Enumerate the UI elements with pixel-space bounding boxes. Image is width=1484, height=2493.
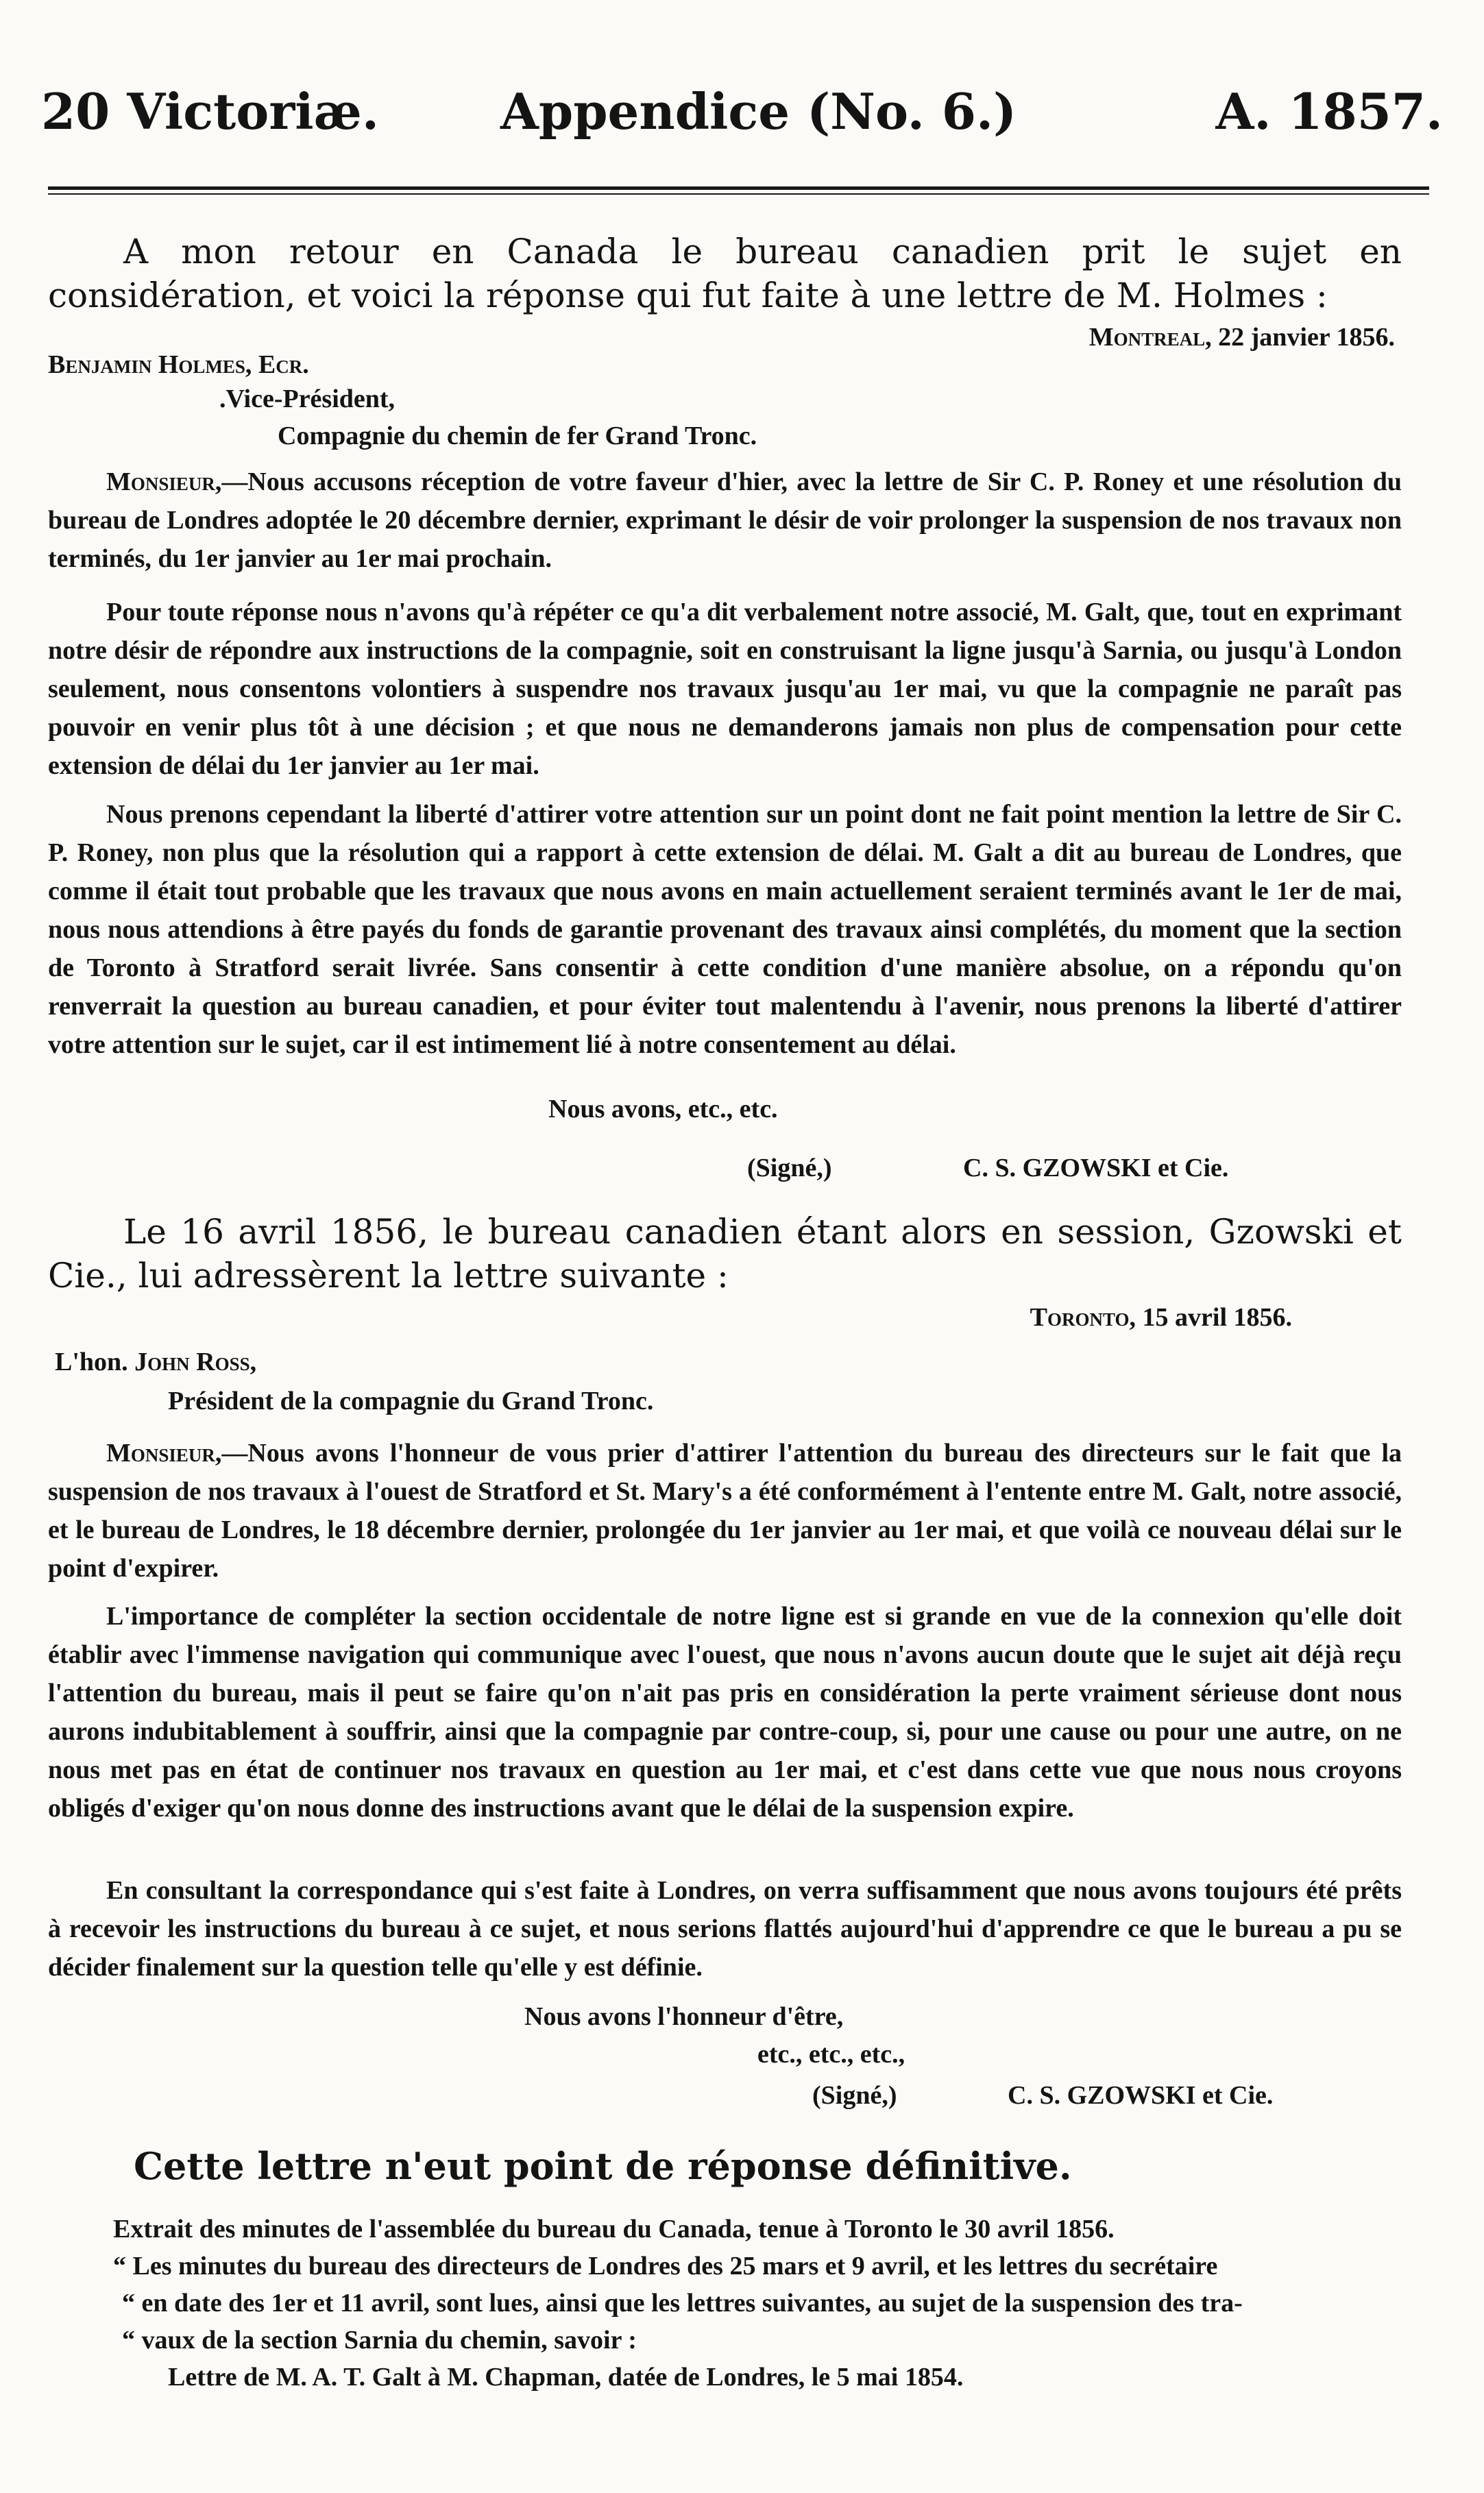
letter1-signed-label: (Signé,)	[747, 1154, 832, 1182]
letter2-place: Toronto,	[1030, 1303, 1136, 1332]
minutes-line-4: Lettre de M. A. T. Galt à M. Chapman, datée de Londres, le 5 mai 1854.	[168, 2363, 964, 2392]
letter1-addressee-title: .Vice-Président,	[219, 385, 396, 413]
running-header	[41, 82, 1443, 144]
header-rule	[48, 186, 1429, 190]
letter2-date: 15 avril 1856.	[1142, 1303, 1292, 1332]
header-left: 20 Victoriæ.	[41, 82, 379, 141]
letter1-place: Montreal,	[1088, 323, 1212, 352]
letter2-addressee: L'hon. John Ross,	[55, 1348, 257, 1376]
intro-paragraph: A mon retour en Canada le bureau canadien prit le sujet en considération, et voici la réponse qui fut faite à une lettre de M. Holmes :	[48, 232, 1402, 315]
minutes-title: Extrait des minutes de l'assemblée du bureau du Canada, tenue à Toronto le 30 avril 1856.	[113, 2215, 1115, 2243]
minutes-extract	[48, 2211, 1402, 2396]
letter1-addressee-name: Benjamin Holmes, Ecr.	[48, 350, 309, 379]
letter1-paragraph-1: Monsieur,—Nous accusons réception de votre faveur d'hier, avec la lettre de Sir C. P. Roney et une résolution du bureau de Londres adoptée le 20 décembre dernier, exprimant le désir de voir prolonger la suspension de nos travaux non terminés, du 1er janvier au 1er mai prochain.	[48, 467, 1402, 573]
letter1-closing: Nous avons, etc., etc.	[548, 1095, 778, 1123]
letter2-paragraph-1: Monsieur,—Nous avons l'honneur de vous prier d'attirer l'attention du bureau des directeurs sur le fait que la suspension de nos travaux à l'ouest de Stratford et St. Mary's a été conformément à l'entente entre M. Galt, notre associé, et le bureau de Londres, le 18 décembre dernier, prolongée du 1er janvier au 1er mai, et que voilà ce nouveau délai sur le point d'expirer.	[48, 1439, 1402, 1583]
no-reply-heading: Cette lettre n'eut point de réponse définitive.	[134, 2144, 1072, 2188]
letter2-signature: C. S. GZOWSKI et Cie.	[1008, 2081, 1274, 2110]
letter2-paragraph-3: En consultant la correspondance qui s'est faite à Londres, on verra suffisamment que nous avons toujours été prêts à recevoir les instructions du bureau à ce sujet, et nous serions flattés aujourd'hui d'apprendre ce que le bureau a pu se décider finalement sur la question telle qu'elle y est définie.	[48, 1876, 1402, 1982]
header-right: A. 1857.	[1215, 82, 1443, 141]
letter1-addressee-company: Compagnie du chemin de fer Grand Tronc.	[278, 422, 757, 450]
letter2-closing-1: Nous avons l'honneur d'être,	[524, 2002, 844, 2031]
letter2-paragraph-2: L'importance de compléter la section occidentale de notre ligne est si grande en vue de la connexion qu'elle doit établir avec l'immense navigation qui communique avec l'ouest, que nous n'avons aucun doute que le sujet ait déjà reçu l'attention du bureau, mais il peut se faire qu'on n'ait pas pris en considération la perte vraiment sérieuse dont nous aurons indubitablement à souffrir, ainsi que la compagnie par contre-coup, si, pour une cause ou pour une autre, on ne nous met pas en état de continuer nos travaux en question au 1er mai, et c'est dans cette vue que nous nous croyons obligés d'exiger qu'on nous donne des instructions avant que le délai de la suspension expire.	[48, 1602, 1402, 1823]
intro2-paragraph: Le 16 avril 1856, le bureau canadien étant alors en session, Gzowski et Cie., lui adressèrent la lettre suivante :	[48, 1212, 1402, 1296]
letter1-dateline	[1089, 322, 1395, 352]
letter2-addressee-name: John Ross,	[134, 1348, 257, 1376]
letter1-salutation: Monsieur,	[106, 467, 222, 496]
letter2-closing-2: etc., etc., etc.,	[757, 2040, 905, 2069]
letter2-signed-label: (Signé,)	[812, 2081, 897, 2110]
letter2-salutation: Monsieur,	[106, 1439, 222, 1468]
letter2-dateline	[1030, 1302, 1292, 1333]
header-rule-thin	[48, 193, 1429, 195]
minutes-line-1: “ Les minutes du bureau des directeurs de Londres des 25 mars et 9 avril, et les lettres du secrétaire	[113, 2252, 1218, 2281]
letter1-paragraph-3: Nous prenons cependant la liberté d'attirer votre attention sur un point dont ne fait point mention la lettre de Sir C. P. Roney, non plus que la résolution qui a rapport à cette extension de délai. M. Galt a dit au bureau de Londres, que comme il était tout probable que les travaux que nous avons en main actuellement seraient terminés avant le 1er de mai, nous nous attendions à être payés du fonds de garantie provenant des travaux ainsi complétés, du moment que la section de Toronto à Stratford serait livrée. Sans consentir à cette condition d'une manière absolue, on a répondu qu'on renverrait la question au bureau canadien, et pour éviter tout malentendu à l'avenir, nous prenons la liberté d'attirer votre attention sur le sujet, car il est intimement lié à notre consentement au délai.	[48, 800, 1402, 1059]
letter1-signature: C. S. GZOWSKI et Cie.	[963, 1154, 1229, 1182]
minutes-line-2: “ en date des 1er et 11 avril, sont lues, ainsi que les lettres suivantes, au sujet de la suspension des tra-	[122, 2289, 1243, 2318]
minutes-line-3: “ vaux de la section Sarnia du chemin, savoir :	[122, 2326, 637, 2355]
letter1-paragraph-2: Pour toute réponse nous n'avons qu'à répéter ce qu'a dit verbalement notre associé, M. Galt, que, tout en exprimant notre désir de répondre aux instructions de la compagnie, soit en construisant la ligne jusqu'à Sarnia, ou jusqu'à London seulement, nous consentons volontiers à suspendre nos travaux jusqu'au 1er mai, vu que la compagnie ne paraît pas pouvoir en venir plus tôt à une décision ; et que nous ne demanderons jamais non plus de compensation pour cette extension de délai du 1er janvier au 1er mai.	[48, 598, 1402, 780]
letter2-addressee-title: Président de la compagnie du Grand Tronc.	[168, 1387, 654, 1415]
header-center: Appendice (No. 6.)	[500, 82, 1017, 141]
letter1-date: 22 janvier 1856.	[1218, 323, 1395, 352]
